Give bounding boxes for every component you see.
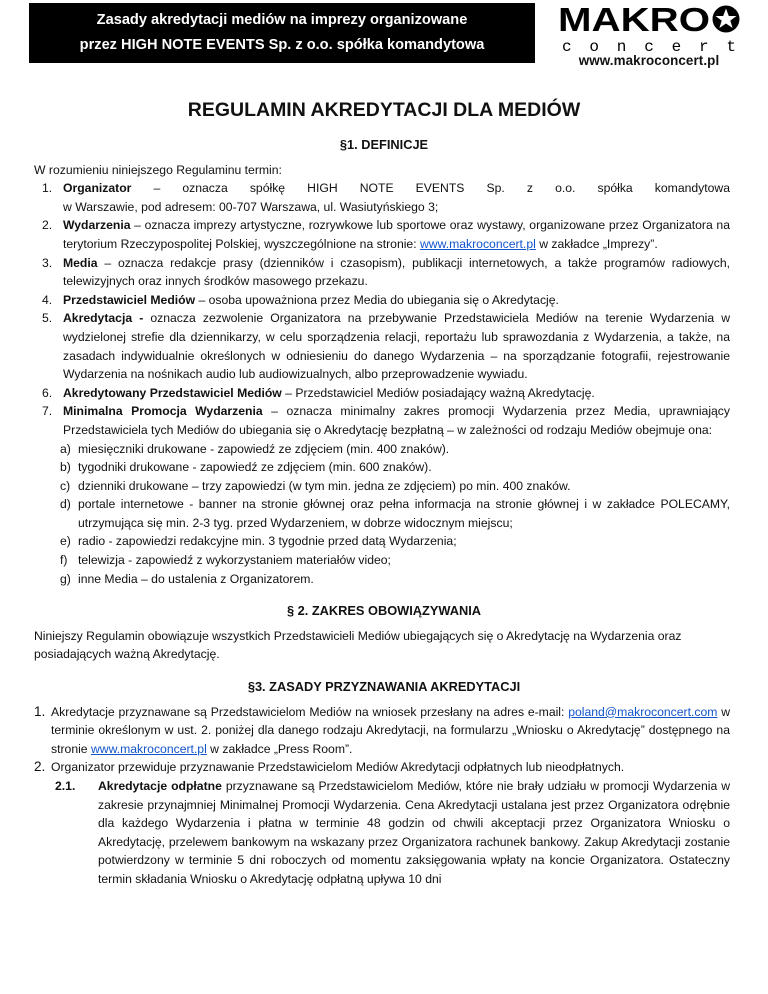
document-body [34, 136, 731, 889]
sub-item [38, 570, 730, 589]
sub-item-letter: a) [60, 441, 71, 456]
email-link[interactable]: poland@makroconcert.com [568, 704, 718, 719]
term: Akredytacja - [63, 311, 144, 326]
makroconcert-link[interactable]: www.makroconcert.pl [90, 741, 207, 756]
item-number: 2.1. [55, 779, 76, 793]
definition-item [38, 384, 730, 403]
definition-text: – oznacza minimalny zakres promocji Wydarzenia przez Media, uprawniający Przedstawiciela tych Mediów do ubiegania się o Akredytację bezpłatną – w zależności od rodzaju Mediów obejmuje ona: [63, 404, 730, 437]
item-number: 4. [42, 292, 53, 307]
banner-line-1: Zasady akredytacji mediów na imprezy organizowane [96, 12, 468, 28]
definition-line-1 [63, 179, 730, 198]
section-1-title: §1. DEFINICJE [339, 137, 429, 152]
section-3-title: §3. ZASADY PRZYZNAWANIA AKREDYTACJI [247, 679, 521, 695]
term: Akredytowany Przedstawiciel Mediów [63, 385, 282, 400]
definition-item [38, 402, 730, 439]
definition-text: oznacza zezwolenie Organizatora na przebywanie Przedstawiciela Mediów na terenie Wydarzenia w wydzielonej strefie dla dziennikarzy, w celu sporządzenia relacji, reportażu lub sprawozdania z Wydarzenia, a także, na zasadach indywidualnie określonych w odniesieniu do danego Wydarzenia – na sporządzanie fotografii, rejestrowanie Wydarzenia na nośnikach audio lub audiowizualnych, albo przeprowadzenie wywiadu. [63, 311, 730, 382]
section-2-text: Niniejszy Regulamin obowiązuje wszystkich Przedstawicieli Mediów ubiegających się o Akredytację na Wydarzenia oraz posiadających ważną Akredytację. [34, 628, 682, 662]
definition-item [38, 216, 730, 253]
item-number: 2. [34, 759, 46, 775]
sub-item-text: telewizja - zapowiedź z wykorzystaniem materiałów video; [78, 553, 391, 568]
definition-line-2: w Warszawie, pod adresem: 00-707 Warszawa, ul. Wasiutyńskiego 3; [63, 199, 439, 214]
sub-item [38, 440, 730, 459]
sub-item [38, 551, 730, 570]
sub-item-letter: c) [60, 478, 71, 493]
definition-item [38, 309, 730, 383]
definition-text: – Przedstawiciel Mediów posiadający ważną Akredytację. [281, 385, 595, 400]
definition-text: – oznacza imprezy artystyczne, rozrywkowe lub sportowe oraz wystawy, organizowane przez Organizatora na terytorium Rzeczypospolitej Polskiej, wyszczególnione na stronie: [63, 218, 730, 251]
rule-subitem [38, 777, 730, 889]
section-1-intro: W rozumieniu niniejszego Regulaminu termin: [34, 162, 282, 177]
page-title: REGULAMIN AKREDYTACJI DLA MEDIÓW [187, 99, 581, 121]
definition-item [38, 179, 730, 216]
rule-text-mid: w terminie określonym w ust. 2. poniżej dla danego rodzaju Akredytacji, na formularzu „Wniosku o Akredytację” dostępnego na stronie [51, 704, 731, 756]
sub-item-letter: e) [60, 534, 71, 549]
logo-url: www.makroconcert.pl [578, 53, 720, 68]
sub-item-text: inne Media – do ustalenia z Organizatorem. [78, 571, 314, 586]
logo-graphic [556, 3, 742, 53]
sub-item-text: miesięczniki drukowane - zapowiedź ze zdjęciem (min. 400 znaków). [78, 441, 450, 456]
definition-text: – oznacza spółkę HIGH NOTE EVENTS Sp. z o.o. spółka komandytowa [131, 181, 730, 196]
item-number: 6. [42, 385, 53, 400]
sub-item [38, 458, 730, 477]
makro-concert-logo[interactable] [556, 3, 742, 69]
rule-text: przyznawane są Przedstawicielom Mediów, które nie brały udziału w promocji Wydarzenia w zakresie przynajmniej Minimalnej Promocji Wydarzenia. Cena Akredytacji ustalana jest przez Organizatora odrębnie dla każdego Wydarzenia i płatna w terminie 48 godzin od chwili akceptacji przez Organizatora Wniosku o Akredytację, przelewem bankowym na wskazany przez Organizatora rachunek bankowy. Zakup Akredytacji zostanie potwierdzony w terminie 5 dni roboczych od momentu zaksięgowania wpłaty na koncie Organizatora. Ostateczny termin składania Wniosku o Akredytację odpłatną upływa 10 dni [98, 779, 730, 886]
sub-item-text: tygodniki drukowane - zapowiedź ze zdjęciem (min. 600 znaków). [78, 460, 432, 475]
item-number: 7. [42, 404, 53, 419]
rule-item [34, 758, 730, 777]
definition-text: – osoba upoważniona przez Media do ubiegania się o Akredytację. [195, 292, 559, 307]
sub-item-letter: b) [60, 460, 71, 475]
definition-item [38, 291, 730, 310]
item-number: 1. [42, 181, 53, 196]
sub-item-letter: g) [60, 571, 71, 586]
term: Organizator [63, 181, 132, 196]
definition-item [38, 254, 730, 291]
term: Przedstawiciel Mediów [63, 292, 196, 307]
item-number: 3. [42, 255, 53, 270]
logo-wordmark: MAKRO [558, 3, 710, 38]
sub-item-text: dzienniki drukowane – trzy zapowiedzi (w tym min. jedna ze zdjęciem) po min. 400 znaków. [78, 478, 571, 493]
header-banner [29, 3, 535, 63]
section-2-title: § 2. ZAKRES OBOWIĄZYWANIA [286, 603, 482, 619]
sub-item [38, 477, 730, 496]
sub-item [38, 495, 730, 532]
term: Wydarzenia [63, 218, 131, 233]
rule-text: Akredytacje przyznawane są Przedstawicielom Mediów na wniosek przesłany na adres e-mail: [51, 704, 569, 719]
definition-text: – oznacza redakcje prasy (dzienników i czasopism), publikacji internetowych, a także programów radiowych, telewizyjnych oraz innych środków masowego przekazu. [63, 255, 730, 289]
logo-subtitle: concert [562, 38, 736, 53]
item-number: 1. [34, 703, 46, 719]
term: Minimalna Promocja Wydarzenia [63, 404, 263, 419]
term: Akredytacje odpłatne [98, 779, 222, 793]
item-number: 5. [42, 311, 53, 326]
sub-item-letter: d) [60, 497, 71, 512]
makroconcert-link[interactable]: www.makroconcert.pl [419, 236, 536, 251]
rule-text: Organizator przewiduje przyznawanie Przedstawicielom Mediów Akredytacji odpłatnych lub nieodpłatnych. [51, 760, 625, 775]
sub-item [38, 532, 730, 551]
rule-text-end: w zakładce „Press Room”. [206, 741, 353, 756]
sub-item-text: portale internetowe - banner na stronie głównej oraz pełna informacja na stronie głównej i w zakładce POLECAMY, utrzymująca się min. 2-3 tyg. przed Wydarzeniem, w dobrze widocznym miejscu; [78, 497, 730, 530]
sub-item-letter: f) [60, 553, 68, 568]
sub-item-text: radio - zapowiedzi redakcyjne min. 3 tygodnie przed datą Wydarzenia; [78, 534, 457, 549]
definition-text-end: w zakładce „Imprezy”. [535, 236, 658, 251]
banner-line-2: przez HIGH NOTE EVENTS Sp. z o.o. spółka komandytowa [79, 37, 485, 53]
term: Media [63, 255, 98, 270]
item-number: 2. [42, 218, 53, 233]
rule-item [34, 703, 730, 759]
